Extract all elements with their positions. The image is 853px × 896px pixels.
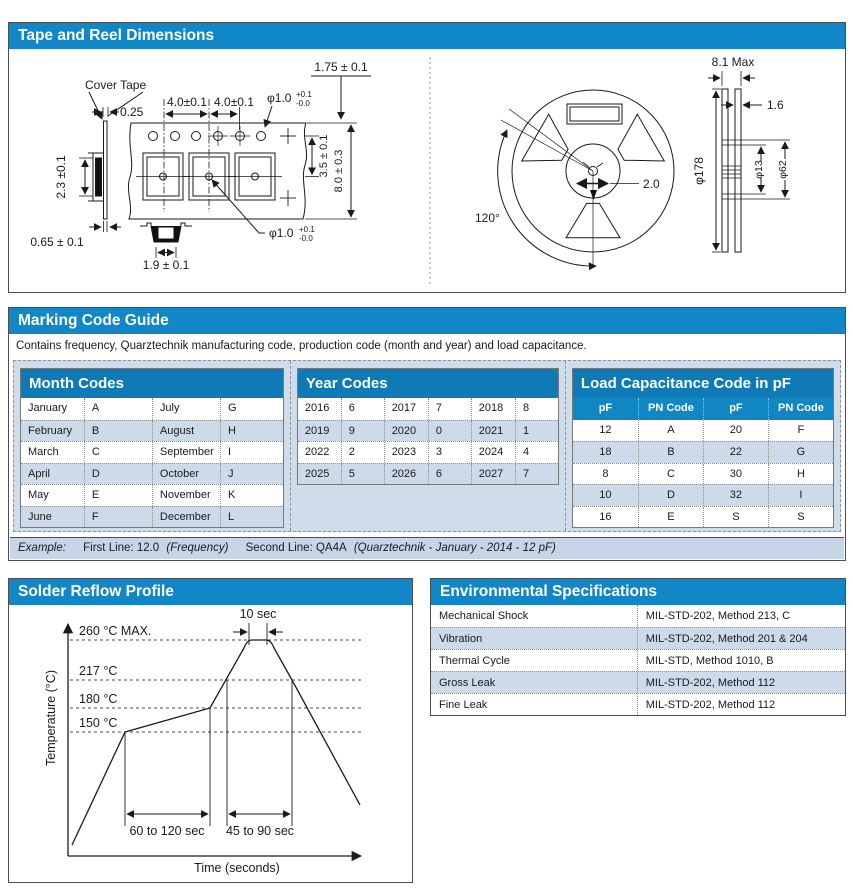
spec-name: Vibration: [439, 633, 483, 645]
cell: G: [220, 398, 283, 420]
load-capacitance-table: [572, 368, 834, 528]
cell: February: [28, 424, 73, 437]
reflow-profile-chart: [9, 605, 412, 882]
cell: H: [220, 421, 283, 442]
cell: 20: [703, 420, 768, 442]
dim-8-0: 8.0 ± 0.3: [333, 149, 345, 193]
cell: 2022: [304, 446, 330, 458]
cell: K: [220, 485, 283, 506]
cell: F: [84, 507, 152, 528]
cell: August: [152, 421, 220, 442]
table-row: [573, 420, 833, 442]
table-row: [573, 484, 833, 506]
cell: 8: [602, 467, 609, 480]
cell: 32: [703, 485, 768, 506]
pocket-cross-section: [140, 223, 192, 242]
table-row: [298, 441, 558, 463]
x-axis-label: Time (seconds): [194, 861, 280, 875]
spec-value: MIL-STD, Method 1010, B: [637, 650, 845, 671]
ref-260-label: 260 °C MAX.: [79, 624, 152, 638]
ref-217-label: 217 °C: [79, 664, 118, 678]
cell: 0: [428, 421, 471, 442]
load-capacitance-title: Load Capacitance Code in pF: [573, 369, 833, 398]
table-row: [298, 420, 558, 442]
table-row: [21, 420, 283, 442]
cell: 6: [341, 398, 384, 420]
cell: March: [28, 446, 59, 458]
cell: F: [768, 420, 833, 442]
table-row: [298, 463, 558, 485]
dim-1-9: 1.9 ± 0.1: [142, 258, 190, 272]
environmental-section-title: Environmental Specifications: [431, 579, 845, 605]
month-codes-title: Month Codes: [21, 369, 283, 398]
dim-phi1-0-top-tol-plus: +0.1: [296, 90, 312, 99]
cell: I: [220, 442, 283, 463]
peak-duration-label: 10 sec: [239, 607, 277, 621]
cell: C: [84, 442, 152, 463]
dim-phi1-0-bottom-tol-plus: +0.1: [299, 225, 315, 234]
tape-reel-drawing: [9, 49, 845, 292]
cell: 2017: [384, 398, 428, 420]
dim-phi178: φ178: [692, 157, 706, 185]
cell: L: [220, 507, 283, 528]
reflow-duration-label: 45 to 90 sec: [225, 824, 295, 838]
cell: 7: [428, 398, 471, 420]
cell: 8: [515, 398, 558, 420]
dim-0-65: 0.65 ± 0.1: [30, 235, 84, 249]
cell: 6: [428, 464, 471, 485]
cell: 2020: [384, 421, 428, 442]
table-row: [298, 398, 558, 420]
ref-180-label: 180 °C: [79, 692, 118, 706]
cell: 9: [341, 421, 384, 442]
cell: D: [638, 485, 703, 506]
column-header: pF: [703, 398, 768, 420]
cover-tape-label: Cover Tape: [85, 78, 147, 92]
reflow-profile-section: [8, 578, 413, 883]
dim-3-5: 3.5 ± 0.1: [318, 134, 330, 178]
cell: 7: [515, 464, 558, 485]
cell: G: [768, 442, 833, 463]
year-codes-table: [297, 368, 559, 485]
year-codes-title: Year Codes: [298, 369, 558, 398]
cell: S: [703, 507, 768, 528]
cell: 22: [703, 442, 768, 463]
y-axis-label: Temperature (°C): [44, 670, 58, 766]
tape-reel-section: [8, 22, 846, 293]
spec-name: Thermal Cycle: [439, 655, 510, 667]
table-row: [573, 441, 833, 463]
reflow-profile-section-title: Solder Reflow Profile: [9, 579, 412, 605]
cell: 2023: [384, 442, 428, 463]
marking-description: Contains frequency, Quarztechnik manufacturing code, production code (month and year) and load capacitance.: [16, 340, 587, 352]
table-row: [21, 398, 283, 420]
cell: April: [28, 467, 51, 480]
dim-1-75: 1.75 ± 0.1: [314, 60, 368, 74]
environmental-section: [430, 578, 846, 716]
spec-row: [431, 627, 845, 649]
column-header: PN Code: [768, 398, 833, 420]
table-row: [21, 463, 283, 485]
load-capacitance-header-row: [573, 398, 833, 420]
dim-4-0-a: 4.0±0.1: [167, 95, 207, 109]
example-second-line: Second Line: QA4A: [245, 542, 347, 554]
cell: 10: [599, 489, 612, 501]
spec-value: MIL-STD-202, Method 112: [637, 694, 845, 715]
cell: A: [84, 398, 152, 420]
cell: 1: [515, 421, 558, 442]
cell: B: [84, 421, 152, 442]
cell: July: [152, 398, 220, 420]
cell: E: [638, 507, 703, 528]
cell: 30: [703, 464, 768, 485]
table-row: [573, 506, 833, 528]
marking-code-section-title: Marking Code Guide: [9, 308, 845, 334]
column-header: PN Code: [638, 398, 703, 420]
dim-8-1-max: 8.1 Max: [711, 55, 755, 69]
cell: A: [638, 420, 703, 442]
tape-reel-section-title: Tape and Reel Dimensions: [9, 23, 845, 49]
cell: 5: [341, 464, 384, 485]
cell: 2: [341, 442, 384, 463]
marking-example-strip: [10, 537, 844, 559]
tape-strip: [128, 123, 306, 219]
example-second-note: (Quarztechnik - January - 2014 - 12 pF): [353, 542, 556, 554]
dim-1-6: 1.6: [767, 98, 784, 112]
cell: May: [28, 489, 49, 501]
spec-row: [431, 649, 845, 671]
cell: 2024: [471, 442, 515, 463]
cell: 2025: [304, 467, 330, 480]
ref-150-label: 150 °C: [79, 716, 118, 730]
cell: December: [152, 507, 220, 528]
spec-name: Mechanical Shock: [439, 610, 529, 622]
dim-phi13: φ13: [753, 160, 765, 179]
table-row: [21, 484, 283, 506]
table-row: [573, 463, 833, 485]
marking-code-section: [8, 307, 846, 561]
preheat-duration-label: 60 to 120 sec: [129, 824, 205, 838]
spec-name: Fine Leak: [439, 699, 488, 711]
cell: 16: [599, 510, 612, 523]
cell: 2016: [304, 402, 330, 414]
cell: 3: [428, 442, 471, 463]
tape-side-view: [88, 121, 107, 219]
cell: June: [28, 510, 52, 523]
marking-tables-panel: [13, 360, 841, 532]
cell: S: [768, 507, 833, 528]
cell: 18: [599, 446, 612, 458]
example-first-note: (Frequency): [166, 542, 229, 554]
example-label: Example:: [18, 542, 66, 554]
cell: B: [638, 442, 703, 463]
dim-phi1-0-top-tol-minus: -0.0: [296, 99, 310, 108]
cell: 12: [599, 423, 612, 436]
dim-0-25: 0.25: [120, 105, 144, 119]
dim-phi1-0-bottom: φ1.0: [269, 226, 294, 240]
table-row: [21, 441, 283, 463]
spec-name: Gross Leak: [439, 677, 496, 689]
example-first-line: First Line: 12.0: [83, 542, 160, 554]
table-row: [21, 506, 283, 528]
cell: E: [84, 485, 152, 506]
dim-120-deg: 120°: [475, 211, 500, 225]
dim-4-0-b: 4.0±0.1: [214, 95, 254, 109]
cell: 2026: [384, 464, 428, 485]
dim-2-3: 2.3 ±0.1: [54, 155, 68, 199]
cell: H: [768, 464, 833, 485]
cell: 2018: [471, 398, 515, 420]
month-codes-table: [20, 368, 284, 528]
spec-value: MIL-STD-202, Method 213, C: [637, 605, 845, 627]
cell: I: [768, 485, 833, 506]
cell: J: [220, 464, 283, 485]
spec-row: [431, 693, 845, 715]
spec-value: MIL-STD-202, Method 201 & 204: [637, 628, 845, 649]
dim-phi62: φ62: [777, 160, 789, 179]
column-header: pF: [598, 402, 613, 414]
cell: 2019: [304, 424, 330, 437]
cell: October: [152, 464, 220, 485]
cell: September: [152, 442, 220, 463]
cell: 2027: [471, 464, 515, 485]
cell: C: [638, 464, 703, 485]
cell: D: [84, 464, 152, 485]
spec-row: [431, 605, 845, 627]
cell: 4: [515, 442, 558, 463]
spec-row: [431, 671, 845, 693]
spec-value: MIL-STD-202, Method 112: [637, 672, 845, 693]
cell: 2021: [471, 421, 515, 442]
cell: January: [28, 402, 68, 414]
dim-phi1-0-top: φ1.0: [267, 91, 292, 105]
cell: November: [152, 485, 220, 506]
dim-phi1-0-bottom-tol-minus: -0.0: [299, 234, 313, 243]
dim-2-0: 2.0: [643, 177, 660, 191]
